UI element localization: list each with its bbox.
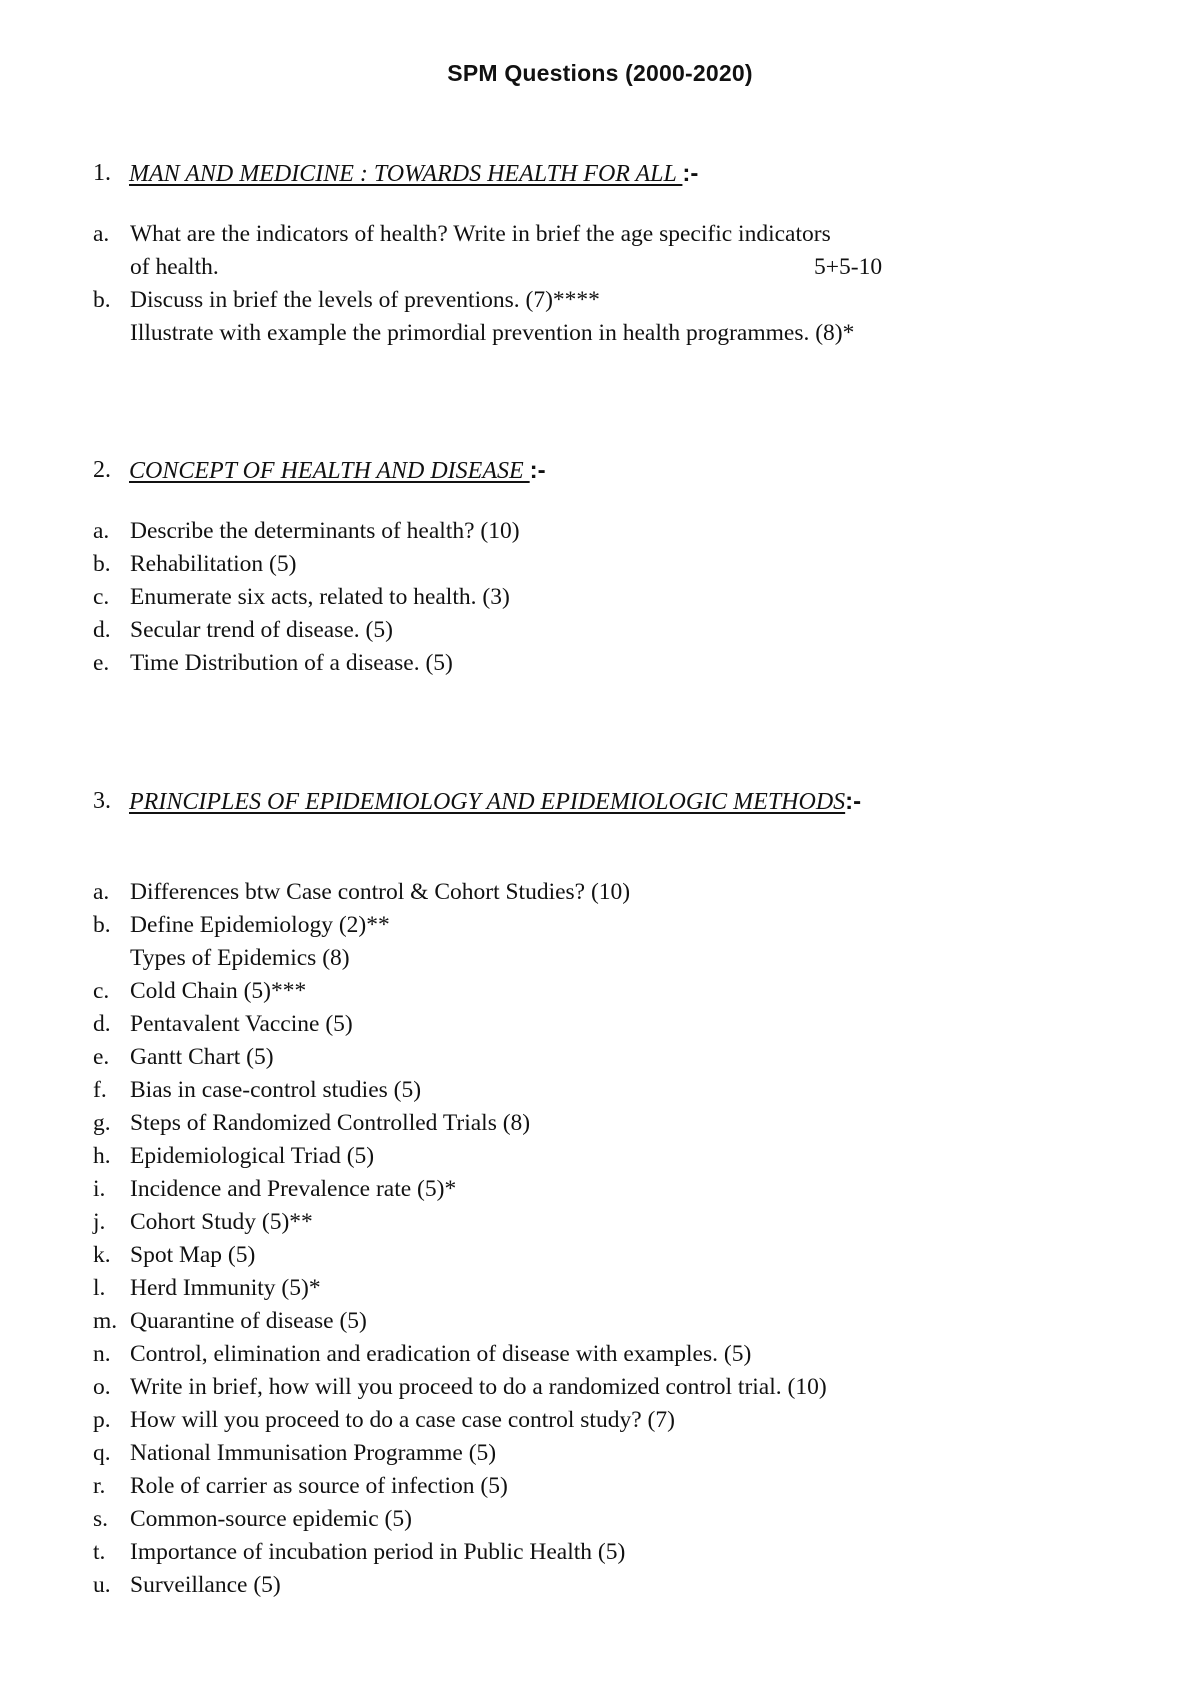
question-marker: n. xyxy=(93,1341,111,1367)
section-suffix: :- xyxy=(682,160,699,187)
question-item xyxy=(0,647,1200,680)
question-item xyxy=(0,1272,1200,1305)
section-epidemiology xyxy=(0,788,1200,1598)
question-text: Types of Epidemics (8) xyxy=(130,945,350,971)
question-text: Differences btw Case control & Cohort Studies? (10) xyxy=(130,879,631,905)
question-item xyxy=(0,1173,1200,1206)
section-heading xyxy=(0,457,1200,491)
question-marker: u. xyxy=(93,1572,111,1598)
question-text: Pentavalent Vaccine (5) xyxy=(130,1011,353,1037)
question-marker: p. xyxy=(93,1407,111,1433)
question-item-continuation xyxy=(0,942,1200,975)
question-text: Spot Map (5) xyxy=(130,1242,256,1268)
section-concept-of-health xyxy=(0,457,1200,676)
question-item xyxy=(0,1074,1200,1107)
question-marker: b. xyxy=(93,551,111,577)
question-text: Common-source epidemic (5) xyxy=(130,1506,412,1532)
question-text: Importance of incubation period in Public Health (5) xyxy=(130,1539,626,1565)
question-marker: c. xyxy=(93,584,110,610)
question-item xyxy=(0,1404,1200,1437)
question-marker: r. xyxy=(93,1473,106,1499)
question-text: Gantt Chart (5) xyxy=(130,1044,274,1070)
question-text: Write in brief, how will you proceed to do a randomized control trial. (10) xyxy=(130,1374,827,1400)
section-heading-text xyxy=(129,788,861,816)
question-text: Bias in case-control studies (5) xyxy=(130,1077,422,1103)
question-item-continuation xyxy=(0,317,1200,350)
question-text: Secular trend of disease. (5) xyxy=(130,617,393,643)
question-marker: t. xyxy=(93,1539,106,1565)
question-item xyxy=(0,1371,1200,1404)
section-suffix: :- xyxy=(845,788,862,815)
question-marker: d. xyxy=(93,617,111,643)
section-title: CONCEPT OF HEALTH AND DISEASE xyxy=(129,458,530,484)
question-marks: 5+5-10 xyxy=(814,254,883,280)
question-text: Cohort Study (5)** xyxy=(130,1209,313,1235)
question-marker: a. xyxy=(93,518,110,544)
question-item xyxy=(0,1569,1200,1602)
question-marker: k. xyxy=(93,1242,111,1268)
question-text: Role of carrier as source of infection (5) xyxy=(130,1473,508,1499)
question-text: Control, elimination and eradication of disease with examples. (5) xyxy=(130,1341,752,1367)
question-text: What are the indicators of health? Write in brief the age specific indicators xyxy=(130,221,831,247)
question-item xyxy=(0,284,1200,317)
question-item xyxy=(0,1239,1200,1272)
question-marker: a. xyxy=(93,879,110,905)
question-list xyxy=(0,218,1200,350)
section-suffix: :- xyxy=(529,457,546,484)
question-item xyxy=(0,1470,1200,1503)
section-number: 2. xyxy=(93,457,111,483)
question-item xyxy=(0,581,1200,614)
question-marker: e. xyxy=(93,1044,110,1070)
question-item xyxy=(0,1008,1200,1041)
question-item xyxy=(0,548,1200,581)
section-title: MAN AND MEDICINE : TOWARDS HEALTH FOR ALL xyxy=(129,161,683,187)
question-text: Discuss in brief the levels of preventions. (7)**** xyxy=(130,287,600,313)
question-item-continuation xyxy=(0,251,1200,284)
section-number: 1. xyxy=(93,160,111,186)
question-item xyxy=(0,515,1200,548)
question-item xyxy=(0,909,1200,942)
question-marker: b. xyxy=(93,912,111,938)
question-text: Illustrate with example the primordial prevention in health programmes. (8)* xyxy=(130,320,855,346)
question-marker: h. xyxy=(93,1143,111,1169)
question-marker: b. xyxy=(93,287,111,313)
question-marker: g. xyxy=(93,1110,111,1136)
question-item xyxy=(0,1140,1200,1173)
question-text: Quarantine of disease (5) xyxy=(130,1308,367,1334)
question-text: How will you proceed to do a case case control study? (7) xyxy=(130,1407,675,1433)
question-item xyxy=(0,1437,1200,1470)
question-text: Epidemiological Triad (5) xyxy=(130,1143,375,1169)
question-marker: a. xyxy=(93,221,110,247)
question-text: National Immunisation Programme (5) xyxy=(130,1440,497,1466)
question-marker: o. xyxy=(93,1374,111,1400)
question-item xyxy=(0,1338,1200,1371)
question-text: Define Epidemiology (2)** xyxy=(130,912,390,938)
question-item xyxy=(0,1041,1200,1074)
question-text: of health. xyxy=(130,254,219,280)
question-marker: l. xyxy=(93,1275,106,1301)
question-list xyxy=(0,515,1200,680)
question-marker: c. xyxy=(93,978,110,1004)
question-text: Rehabilitation (5) xyxy=(130,551,297,577)
question-item xyxy=(0,1305,1200,1338)
question-marker: i. xyxy=(93,1176,106,1202)
question-marker: j. xyxy=(93,1209,106,1235)
question-item xyxy=(0,1536,1200,1569)
question-text: Herd Immunity (5)* xyxy=(130,1275,321,1301)
question-text: Time Distribution of a disease. (5) xyxy=(130,650,453,676)
section-heading xyxy=(0,160,1200,194)
question-item xyxy=(0,1206,1200,1239)
section-number: 3. xyxy=(93,788,111,814)
question-item xyxy=(0,975,1200,1008)
question-text: Cold Chain (5)*** xyxy=(130,978,307,1004)
section-heading-text xyxy=(129,457,546,485)
section-heading xyxy=(0,788,1200,822)
question-list xyxy=(0,876,1200,1602)
question-text: Enumerate six acts, related to health. (3) xyxy=(130,584,510,610)
question-item xyxy=(0,876,1200,909)
section-heading-text xyxy=(129,160,698,188)
question-item xyxy=(0,1503,1200,1536)
question-marker: m. xyxy=(93,1308,118,1334)
question-marker: e. xyxy=(93,650,110,676)
question-marker: q. xyxy=(93,1440,111,1466)
question-item xyxy=(0,1107,1200,1140)
question-marker: d. xyxy=(93,1011,111,1037)
question-marker: f. xyxy=(93,1077,107,1103)
question-text: Describe the determinants of health? (10) xyxy=(130,518,520,544)
section-man-and-medicine xyxy=(0,160,1200,346)
question-item xyxy=(0,614,1200,647)
section-title: PRINCIPLES OF EPIDEMIOLOGY AND EPIDEMIOLOGIC METHODS xyxy=(129,789,846,815)
page-title: SPM Questions (2000-2020) xyxy=(447,60,753,86)
question-text: Surveillance (5) xyxy=(130,1572,281,1598)
question-text: Steps of Randomized Controlled Trials (8) xyxy=(130,1110,531,1136)
question-text: Incidence and Prevalence rate (5)* xyxy=(130,1176,457,1202)
question-marker: s. xyxy=(93,1506,109,1532)
question-item xyxy=(0,218,1200,251)
